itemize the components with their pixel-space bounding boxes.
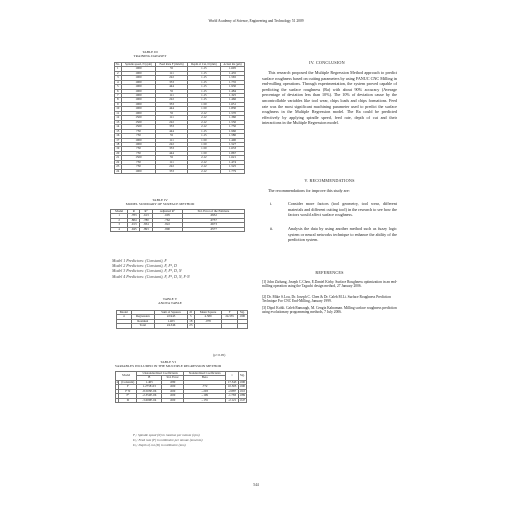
table3-cell: 11 (116, 110, 120, 115)
table3-cell: 1000 (121, 107, 156, 111)
table3-cell: 2.12 (187, 120, 220, 124)
table3-cell: 1.550 (221, 120, 245, 124)
table3-cell: 55 (156, 67, 187, 71)
table5-cell: 24.346 (155, 324, 188, 328)
table3-cell: 19 (116, 146, 120, 151)
table3-cell: 1000 (121, 102, 156, 106)
table3-cell: 1.484 (221, 89, 245, 93)
page-number: 544 (253, 483, 259, 487)
table6-caption-title: VARIABLES INCLUDED IN THE MULTIPLE REGRESSION METHOD (114, 364, 222, 369)
table3-cell: 1.15 (187, 94, 220, 98)
recommendations-intro: The recommendations for improve this study are: (268, 188, 350, 193)
table6-cell: .000 (162, 394, 184, 398)
table3-cell: 1.15 (187, 134, 220, 138)
table4-caption-no: TABLE IV (152, 198, 168, 202)
table6-cell: .000 (162, 385, 184, 389)
table3-cell: 1.325 (221, 94, 245, 98)
table3-cell: 222 (156, 98, 187, 102)
table4-cell: .834 (140, 223, 152, 227)
table3-cell: 8 (115, 98, 122, 102)
table3-cell: 1.15 (187, 67, 220, 71)
table6-cell: .772 (184, 385, 226, 389)
table6-header-cell: t (226, 372, 238, 381)
table5-cell: Regression (131, 315, 155, 319)
recommendation-mark: ii. (270, 226, 274, 231)
table3-cell: 1500 (121, 120, 156, 124)
table4-note: Model 1 Predictors: (Constant), F (112, 258, 167, 263)
regression-variables-table (115, 371, 247, 403)
table3-cell: 1000 (121, 71, 156, 75)
table4-cell: .884 (128, 218, 140, 222)
table3-cell: 55 (156, 111, 187, 115)
table3-cell: 1000 (121, 85, 156, 89)
table4-cell: .913 (128, 223, 140, 227)
table3-cell: 1.15 (187, 76, 220, 80)
table6-cell: D (119, 398, 137, 402)
table3-cell: 444 (156, 129, 187, 133)
table4-cell: .893 (140, 227, 152, 231)
table3-cell: 444 (156, 107, 187, 111)
table3-cell: 1.50 (187, 102, 220, 106)
table3-cell: 750 (121, 160, 156, 164)
table3-cell: 750 (121, 151, 156, 155)
table3-cell: 1.580 (221, 134, 245, 138)
table4-header-cell: Std. Error of the Estimate (182, 210, 244, 214)
table3-header-row (115, 63, 245, 67)
table3-cell: 1.15 (187, 71, 220, 75)
table4-cell: .605 (152, 214, 182, 218)
table4-cell: .0952 (182, 214, 244, 218)
table3-cell: 55 (156, 134, 187, 138)
table6-cell: (Constant) (119, 380, 137, 384)
conclusion-text: This research proposed the Multiple Regression Method approach to predict surface roughness based on cutting parameters by using FANUC CNC Milling in end-milling operations. Through experimentation, the system proved capable of predicting the surface roughness (Ra) with about 90% accuracy (Average percentage of deviation less than 10%). The 10% of deviation cause by the uncontrollable variables like tool wear, chips loads and chips formations. Feed rate was the most significant machining parameter used to predict the surface roughness in the Multiple Regression model. The Ra could be predicted effectively by applying spindle speed, feed rate, depth of cut and their interactions in the Multiple Regression model. (262, 70, 397, 126)
conclusion-heading: IV. CONCLUSION (309, 60, 345, 65)
table6-cell: -8.503E-06 (137, 389, 162, 393)
table3-cell: 333 (156, 125, 187, 129)
table-row (111, 227, 245, 231)
table3-caption-no: TABLE III (142, 50, 158, 54)
table3-cell: 16 (116, 133, 120, 138)
table3-cell: 1.735 (221, 80, 245, 84)
table6-cell: -1.783 (226, 394, 238, 398)
table3-cell: 1.50 (187, 147, 220, 151)
table6-header-cell: Unstandardized Coefficients (137, 372, 184, 376)
table3-cell: 1000 (121, 111, 156, 115)
table-row (116, 398, 247, 402)
table4-header-cell: R (128, 210, 140, 214)
table3-cell: 111 (156, 116, 187, 120)
table6-cell: F (119, 385, 137, 389)
table5-cell: Residual (131, 319, 155, 323)
table5-cell: 18 (189, 318, 193, 323)
table5-caption-no: TABLE V (162, 297, 178, 301)
table4-cell: .783 (128, 214, 140, 218)
table6-cell: 1.405 (137, 380, 162, 384)
table3-cell: 12 (116, 115, 120, 120)
table6-subheader-cell: Beta (184, 376, 226, 380)
table3-cell: 1.50 (187, 138, 220, 142)
table3-caption (110, 50, 190, 59)
table5-cell (117, 324, 132, 328)
table6-cell: .000 (162, 389, 184, 393)
table6-legend (133, 433, 258, 448)
table6-cell: -.155 (184, 398, 226, 402)
table4-cell: .0757 (182, 218, 244, 222)
table3-cell: 6 (115, 89, 122, 93)
table3-cell: 111 (156, 160, 187, 164)
table3-cell: 1.435 (221, 71, 245, 75)
table3-cell: 1.651 (221, 102, 245, 106)
table3-cell: 20 (116, 150, 120, 155)
table3-cell: 1000 (121, 143, 156, 147)
table3-cell: 1500 (121, 116, 156, 120)
reference-item: [2] Dr. Mike S.Lou, Dr. Joseph C. Chen & Dr. Caleb M.Li. Surface Roughness Prediction Technique For CNC End-Milling, January 1999. (262, 295, 391, 304)
table3-cell: 3 (115, 76, 122, 80)
table3-cell: 24 (116, 168, 120, 173)
table6-cell: -2.887 (226, 389, 238, 393)
table5-cell: Total (131, 324, 155, 328)
table5-cell (222, 324, 237, 328)
table3-cell: 2 (115, 71, 122, 75)
table3-cell: 444 (156, 151, 187, 155)
table3-cell: 222 (156, 143, 187, 147)
table3-cell: 55 (156, 156, 187, 160)
table5-cell (194, 324, 222, 328)
table6-cell: .089 (239, 393, 246, 398)
table5-cell: 4 (117, 315, 132, 319)
table6-cell: 1.275E-03 (137, 385, 162, 389)
table3-cell: 1.15 (187, 80, 220, 84)
table3-cell: 1.750 (221, 125, 245, 129)
table3-cell: 10 (116, 106, 120, 111)
table6-cell: -2.352E-06 (137, 394, 162, 398)
table4-cell: 4 (111, 227, 128, 231)
table4-cell: 1 (111, 214, 128, 218)
table3-cell: 2.12 (187, 165, 220, 169)
table3-body (115, 67, 245, 174)
table6-cell: 10.305 (227, 384, 237, 389)
table3-cell: 1.570 (221, 111, 245, 115)
table6-cell: .010 (239, 388, 246, 393)
table3-cell: 111 (156, 94, 187, 98)
table6-cell: 17.543 (227, 379, 237, 384)
recommendation-mark: i. (270, 201, 273, 206)
table4-note: Model 3 Predictors: (Constant), F, F², D, N (112, 268, 182, 274)
table3-cell: 1000 (121, 138, 156, 142)
table3-cell: 1.930 (221, 85, 245, 89)
model-summary-table (110, 209, 245, 232)
table6-cell: 4 (116, 379, 118, 384)
table3-cell: 750 (121, 134, 156, 138)
table6-cell: F·N (119, 389, 137, 393)
table3-cell: 1.633 (221, 147, 245, 151)
table3-cell: 18 (116, 142, 120, 146)
table6-cell: F² (119, 394, 137, 398)
table4-note: Model 2 Predictors: (Constant), F, F², D (112, 263, 177, 269)
table3-cell: 333 (156, 80, 187, 84)
table5-header-cell: df (189, 310, 193, 314)
table3-cell: 13 (116, 119, 120, 124)
recommendations-heading: V. RECOMMENDATIONS (304, 178, 355, 183)
table5-cell: .078 (194, 319, 222, 323)
table-row (117, 324, 248, 328)
table3-cell: 1.605 (221, 67, 245, 71)
table4-header-cell: Adjusted R² (152, 210, 182, 214)
table5-cell: 23 (189, 323, 193, 328)
table3-cell: 1.15 (187, 85, 220, 89)
table6-header-cell: Standardized Coefficients (184, 372, 226, 376)
table3-cell: 1.15 (187, 129, 220, 133)
table5-cell: 5 (188, 315, 195, 319)
table5-cell: 1.403 (155, 319, 188, 323)
table6-cell: -.199 (184, 394, 226, 398)
table4-cell: 2 (111, 218, 128, 222)
table6-cell: .000 (162, 398, 184, 402)
table5-note: (p< 0.05) (213, 353, 226, 357)
table3-cell: 1.490 (221, 138, 245, 142)
table3-cell: 1.15 (187, 89, 220, 93)
table3-cell: 333 (156, 102, 187, 106)
table3-cell: 1 (115, 67, 122, 71)
table3-header (115, 63, 245, 67)
table3-cell: 1.50 (187, 151, 220, 155)
table5-caption (140, 297, 200, 306)
table4-cell: .890 (152, 227, 182, 231)
table5-header-cell: Sig. (237, 311, 247, 315)
table3-cell: 1.15 (187, 98, 220, 102)
table6-cell: .000 (239, 379, 246, 384)
table3-cell: 1.474 (221, 160, 245, 164)
table3-header-cell: No. (115, 62, 120, 66)
table-row (115, 169, 245, 173)
recommendation-text: Analysis the data by using another method such as fuzzy logic system or neural networks technique to enhance the ability of the prediction system. (288, 226, 397, 243)
table4-cell: .945 (128, 227, 140, 231)
table3-cell: 111 (156, 138, 187, 142)
table3-cell: 2.12 (187, 125, 220, 129)
table3-cell: 2.12 (187, 116, 220, 120)
table3-cell: 1000 (121, 94, 156, 98)
table3-cell: 4 (115, 80, 122, 84)
table3-cell: 1.50 (187, 107, 220, 111)
table4-cell: .613 (140, 214, 152, 218)
table3-cell: 22 (116, 159, 120, 164)
table3-cell: 17 (116, 137, 120, 142)
table3-cell: 1.50 (187, 143, 220, 147)
table3-cell: 222 (156, 120, 187, 124)
table3-header-cell: Spindle speed, N (rpm) (121, 63, 156, 67)
table3-cell: 111 (156, 71, 187, 75)
table3-cell: 21 (116, 155, 120, 160)
table6-cell: .000 (239, 384, 246, 389)
table4-cell: .0577 (182, 227, 244, 231)
table3-cell: 444 (156, 85, 187, 89)
table3-cell: 1000 (121, 98, 156, 102)
table6-cell: -2.121 (226, 398, 238, 402)
table6-legend-item: F₁: Spindle speed (N) in rotation per minute (rpm) (133, 433, 200, 437)
table3-cell: 1500 (121, 156, 156, 160)
table3-cell: 2.12 (187, 156, 220, 160)
table3-cell: 1000 (121, 80, 156, 84)
table3-cell: 1.779 (221, 169, 245, 173)
table6-header (116, 372, 247, 381)
table3-cell: 1500 (121, 125, 156, 129)
table3-cell: 1.527 (221, 143, 245, 147)
table5-header-cell: Model (117, 311, 132, 315)
table3-cell: 1.621 (221, 156, 245, 160)
table4-body (111, 214, 245, 232)
table3-header-cell: Actual Ra (µm) (221, 63, 245, 67)
table3-cell: 1.360 (221, 116, 245, 120)
table4-notes (112, 258, 247, 279)
table4-cell: .780 (140, 218, 152, 222)
table3-cell: 2.12 (187, 111, 220, 115)
table4-cell: .762 (152, 218, 182, 222)
table5-header-cell: Mean Square (194, 311, 222, 315)
table3-cell: 1.867 (221, 151, 245, 155)
table3-cell: 1.466 (221, 98, 245, 102)
anova-table (116, 310, 248, 329)
table6-legend-item: D₂: Feed rate (F) in millimetre per minute (mm/min) (133, 438, 203, 442)
table4-cell: .0673 (182, 223, 244, 227)
table4-caption (90, 198, 230, 207)
table4-header-cell: R² (140, 210, 152, 214)
table3-cell: 333 (156, 169, 187, 173)
table3-cell: 5 (115, 85, 122, 89)
table3-cell: 2.12 (187, 160, 220, 164)
table3-cell: 1.565 (221, 76, 245, 80)
table6-legend-item: D₃: Depth of cut (D) in millimetre (mm) (133, 443, 186, 447)
table3-cell: 9 (115, 102, 122, 106)
table3-header-cell: Depth of Cut, D (mm) (187, 63, 220, 67)
table3-header-cell: Feed Rate F (mm/m) (156, 63, 187, 67)
table5-header-cell: F (222, 311, 237, 315)
table5-cell: 24.335 (222, 315, 237, 319)
table5-cell: 4.589 (194, 315, 222, 319)
table3-cell: 333 (156, 147, 187, 151)
table5-cell: .000 (237, 315, 247, 319)
table6-caption-no: TABLE VI (160, 360, 176, 364)
table3-cell: 1000 (121, 169, 156, 173)
table3-cell: 1.960 (221, 129, 245, 133)
table3-cell: 750 (121, 165, 156, 169)
journal-header: World Academy of Science, Engineering and Technology 51 2009 (208, 19, 304, 23)
table3-cell: 1000 (121, 76, 156, 80)
table3-cell: 750 (121, 129, 156, 133)
table3-cell: 750 (121, 147, 156, 151)
table4-header-cell: Model (111, 210, 128, 214)
table5-header-cell: Sum of Squares (155, 311, 188, 315)
table4-note: Model 4 Predictors: (Constant), F, F², D, N, F·N (112, 273, 190, 279)
table5-cell (237, 324, 247, 328)
table3-cell: 1.830 (221, 107, 245, 111)
table6-cell: .080 (162, 380, 184, 384)
table3-cell: 15 (116, 128, 120, 133)
table5-caption-title: ANOVA TABLE (158, 301, 182, 306)
training-dataset-table (114, 62, 245, 174)
table5-body (117, 315, 248, 328)
reference-item: [1] John Zizhang, Joseph C.Chen, E.Daniel Kirby. Surface Roughness optimization in an end-milling operation using the Taguchi design method, 27 January 2006. (262, 280, 398, 289)
table6-subheader-cell: B (137, 376, 162, 380)
table6-subheader-cell: Std. Error (162, 376, 184, 380)
table6-header-cell: Model (116, 372, 137, 381)
table3-cell: 55 (156, 89, 187, 93)
table3-cell: 14 (116, 124, 120, 129)
table6-cell: .047 (239, 397, 246, 402)
table6-body (116, 380, 247, 402)
recommendation-text: Consider more factors (tool geometry, tool wear, different materials and different cutting tool) in the research to see how the factors would affect surface roughness. (288, 201, 397, 218)
table3-cell: 222 (156, 76, 187, 80)
table3-cell: 222 (156, 165, 187, 169)
table3-cell: 7 (115, 94, 122, 98)
table5-cell: 22.943 (155, 315, 188, 319)
table6-header-cell: Sig. (238, 372, 246, 381)
table3-cell: 2.12 (187, 169, 220, 173)
reference-item: [3] Dipol Kohli. Caleb Ramaugh, M. Cengiz Kahraman. Milling surface roughness prediction using evolutionary programming methods, 7 July 2006. (262, 306, 397, 315)
table4-cell: .822 (152, 223, 182, 227)
table6-cell: -.203 (184, 389, 226, 393)
table3-cell: 1.525 (221, 165, 245, 169)
table6-cell: -3.600E-04 (137, 398, 162, 402)
table4-cell: 3 (111, 223, 128, 227)
table3-caption-title: TRAINING DATASET (133, 54, 167, 59)
table3-cell: 1000 (121, 67, 156, 71)
table3-cell: 23 (116, 164, 120, 169)
table3-cell: 1000 (121, 89, 156, 93)
table6-caption (88, 360, 248, 369)
references-heading: REFERENCES (315, 270, 344, 275)
table4-caption-title: MODEL SUMMARY OF SURFACE METHOD (125, 202, 195, 207)
